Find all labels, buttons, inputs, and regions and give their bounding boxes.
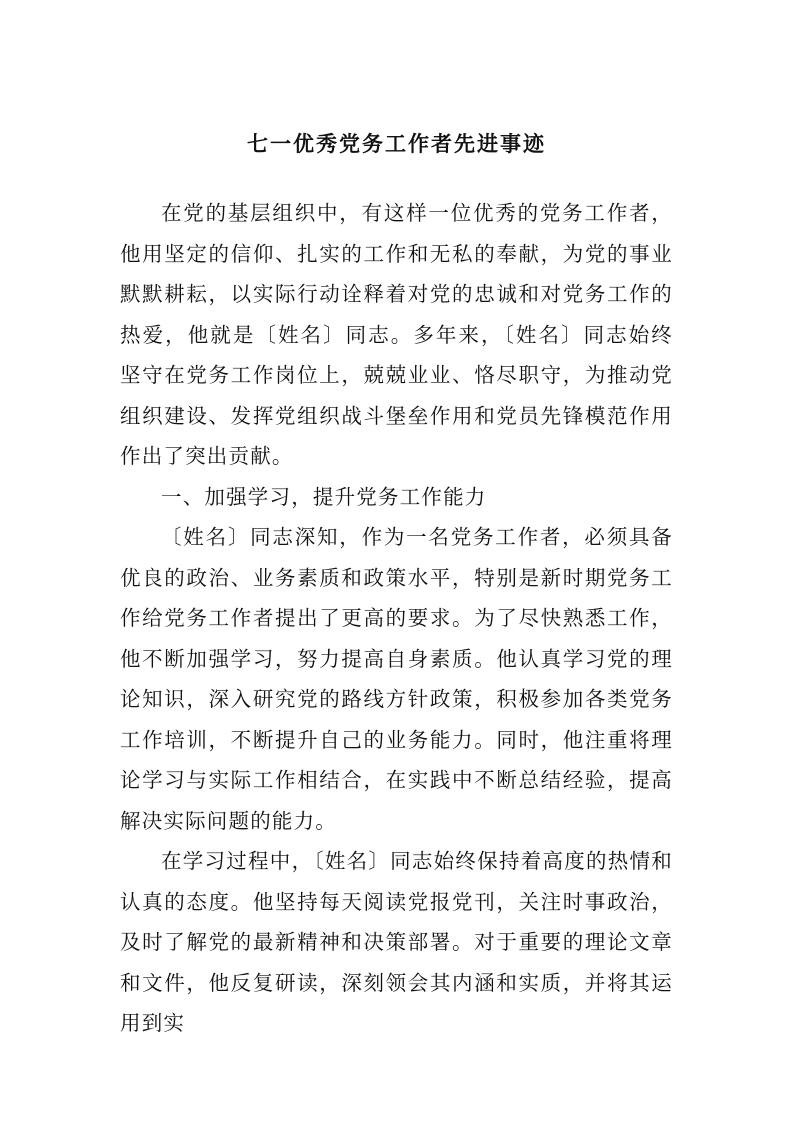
document-title: 七一优秀党务工作者先进事迹 <box>247 131 546 156</box>
section-paragraph: 〔姓名〕同志深知，作为一名党务工作者，必须具备优良的政治、业务素质和政策水平，特别是新时期党务工作给党务工作者提出了更高的要求。为了尽快熟悉工作，他不断加强学习，努力提高自身素质。他认真学习党的理论知识，深入研究党的路线方针政策，积极参加各类党务工作培训，不断提升自己的业务能力。同时，他注重将理论学习与实际工作相结合，在实践中不断总结经验，提高解决实际问题的能力。 <box>120 525 673 833</box>
section-heading: 一、加强学习，提升党务工作能力 <box>161 484 487 509</box>
intro-paragraph: 在党的基层组织中，有这样一位优秀的党务工作者，他用坚定的信仰、扎实的工作和无私的奉献，为党的事业默默耕耘，以实际行动诠释着对党的忠诚和对党务工作的热爱，他就是〔姓名〕同志。多年来，〔姓名〕同志始终坚守在党务工作岗位上，兢兢业业、恪尽职守，为推动党组织建设、发挥党组织战斗堡垒作用和党员先锋模范作用作出了突出贡献。 <box>120 201 673 468</box>
document-body <box>120 193 673 1044</box>
section-paragraph: 在学习过程中，〔姓名〕同志始终保持着高度的热情和认真的态度。他坚持每天阅读党报党刊，关注时事政治，及时了解党的最新精神和决策部署。对于重要的理论文章和文件，他反复研读，深刻领会其内涵和实质，并将其运用到实 <box>120 849 673 1035</box>
